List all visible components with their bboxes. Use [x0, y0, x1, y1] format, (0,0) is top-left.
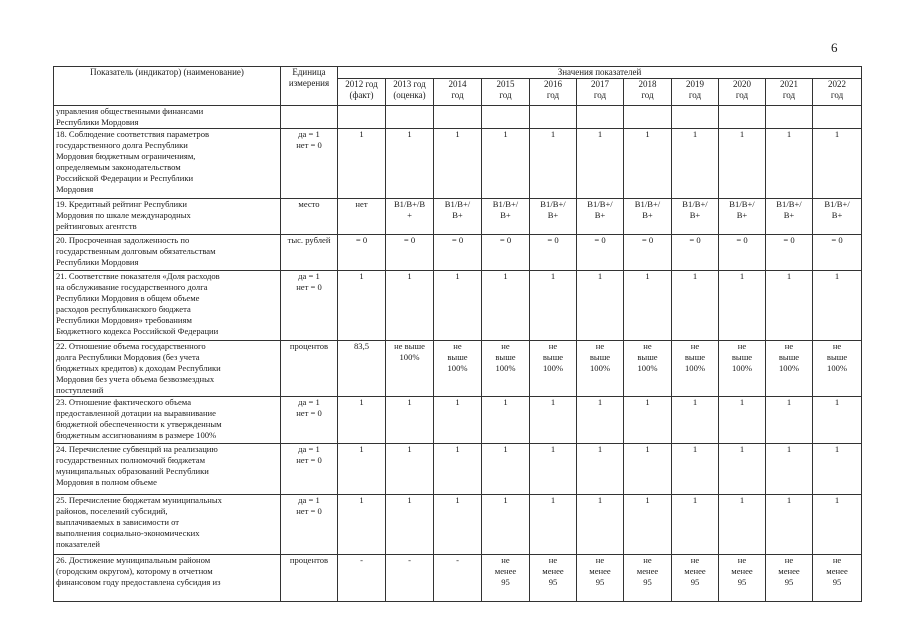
header-year-label: 2015 — [496, 79, 515, 89]
value-cell: = 0 — [577, 235, 624, 271]
header-year — [577, 79, 624, 106]
header-year-label: 2022 — [828, 79, 847, 89]
header-year-note: год — [735, 90, 749, 100]
value-cell: B1/B+/ B+ — [719, 199, 766, 235]
header-year — [338, 79, 386, 106]
value-cell: B1/B+/ B+ — [530, 199, 577, 235]
value-cell: не выше 100% — [386, 341, 434, 397]
table-row — [54, 199, 862, 235]
header-year-label: 2018 — [638, 79, 657, 89]
header-year-note: год — [593, 90, 607, 100]
header-year-note: (факт) — [349, 90, 374, 100]
value-cell: 1 — [386, 271, 434, 341]
value-cell: 1 — [577, 271, 624, 341]
value-cell: 1 — [577, 129, 624, 199]
value-cell: 1 — [672, 444, 719, 495]
unit-cell: процентов — [281, 555, 338, 602]
header-year — [766, 79, 813, 106]
value-cell: 1 — [434, 444, 482, 495]
page-number: 6 — [831, 40, 838, 55]
value-cell: 1 — [482, 129, 530, 199]
value-cell: 1 — [338, 129, 386, 199]
table-row — [54, 397, 862, 444]
value-cell: не выше 100% — [719, 341, 766, 397]
value-cell: - — [434, 555, 482, 602]
value-cell: 1 — [719, 129, 766, 199]
value-cell: 1 — [672, 271, 719, 341]
header-year-label: 2020 — [733, 79, 751, 89]
value-cell — [577, 106, 624, 129]
value-cell: 1 — [624, 397, 672, 444]
value-cell: 1 — [338, 397, 386, 444]
value-cell: B1/B+/ B+ — [813, 199, 862, 235]
value-cell: не менее 95 — [672, 555, 719, 602]
header-year-label: 2014 — [448, 79, 467, 89]
indicators-table — [53, 66, 862, 602]
value-cell: B1/B+/ B+ — [766, 199, 813, 235]
value-cell: 1 — [338, 271, 386, 341]
header-year-note: год — [451, 90, 464, 100]
value-cell — [672, 106, 719, 129]
value-cell: не выше 100% — [624, 341, 672, 397]
value-cell: не менее 95 — [482, 555, 530, 602]
value-cell: 1 — [577, 397, 624, 444]
value-cell: B1/B+/ B+ — [482, 199, 530, 235]
header-year-note: год — [782, 90, 796, 100]
value-cell — [719, 106, 766, 129]
unit-cell: да = 1 нет = 0 — [281, 129, 338, 199]
header-year — [386, 79, 434, 106]
value-cell: не выше 100% — [434, 341, 482, 397]
value-cell: не менее 95 — [624, 555, 672, 602]
header-unit: Единица измерения — [281, 67, 338, 106]
value-cell: не выше 100% — [672, 341, 719, 397]
header-year-note: год — [546, 90, 560, 100]
table-row — [54, 106, 862, 129]
value-cell: = 0 — [672, 235, 719, 271]
value-cell: 1 — [482, 444, 530, 495]
indicator-name: 25. Перечисление бюджетам муниципальных районов, поселений субсидий, выплачиваемых в зависимости от выполнения социально-экономических показателей — [54, 495, 281, 555]
indicator-name: 22. Отношение объема государственного долга Республики Мордовия (без учета бюджетных кредитов) к доходам Республики Мордовия без учета объема безвозмездных поступлений — [54, 341, 281, 397]
value-cell: 1 — [813, 495, 862, 555]
table-row — [54, 271, 862, 341]
table-row — [54, 129, 862, 199]
value-cell: 1 — [624, 129, 672, 199]
header-year-note: год — [688, 90, 702, 100]
value-cell: = 0 — [624, 235, 672, 271]
value-cell: 1 — [434, 397, 482, 444]
value-cell — [482, 106, 530, 129]
value-cell — [766, 106, 813, 129]
value-cell: 1 — [672, 495, 719, 555]
unit-cell: да = 1 нет = 0 — [281, 444, 338, 495]
header-year — [719, 79, 766, 106]
header-year — [672, 79, 719, 106]
header-year-label: 2016 — [544, 79, 562, 89]
header-year — [482, 79, 530, 106]
value-cell: 1 — [813, 397, 862, 444]
value-cell: 1 — [482, 397, 530, 444]
value-cell: 1 — [434, 271, 482, 341]
header-year — [530, 79, 577, 106]
unit-cell: тыс. рублей — [281, 235, 338, 271]
value-cell: не выше 100% — [766, 341, 813, 397]
unit-cell: да = 1 нет = 0 — [281, 495, 338, 555]
value-cell: - — [338, 555, 386, 602]
value-cell: 1 — [672, 129, 719, 199]
value-cell: 1 — [530, 271, 577, 341]
header-year-label: 2021 — [780, 79, 798, 89]
value-cell: 1 — [813, 444, 862, 495]
header-values-group: Значения показателей — [338, 67, 862, 79]
value-cell — [813, 106, 862, 129]
value-cell: = 0 — [530, 235, 577, 271]
value-cell: 1 — [530, 397, 577, 444]
value-cell — [386, 106, 434, 129]
value-cell: 1 — [813, 271, 862, 341]
value-cell: не менее 95 — [577, 555, 624, 602]
value-cell: не менее 95 — [719, 555, 766, 602]
value-cell: 1 — [530, 129, 577, 199]
value-cell: = 0 — [813, 235, 862, 271]
value-cell: = 0 — [386, 235, 434, 271]
indicator-name: 19. Кредитный рейтинг Республики Мордовия по шкале международных рейтинговых агентств — [54, 199, 281, 235]
indicator-name: 20. Просроченная задолженность по государственным долговым обязательствам Республики Мордовия — [54, 235, 281, 271]
value-cell: 1 — [766, 129, 813, 199]
value-cell: 1 — [766, 444, 813, 495]
value-cell: 1 — [482, 495, 530, 555]
value-cell — [624, 106, 672, 129]
table-row — [54, 495, 862, 555]
value-cell: 1 — [672, 397, 719, 444]
header-year — [434, 79, 482, 106]
value-cell: не менее 95 — [766, 555, 813, 602]
value-cell: 1 — [434, 129, 482, 199]
header-year-label: 2012 год — [345, 79, 378, 89]
value-cell: 1 — [482, 271, 530, 341]
value-cell: 1 — [719, 495, 766, 555]
value-cell: B1/B+/B + — [386, 199, 434, 235]
indicator-name: 26. Достижение муниципальным районом (городским округом), которому в отчетном финансовом году предоставлена субсидия из — [54, 555, 281, 602]
unit-cell: да = 1 нет = 0 — [281, 271, 338, 341]
header-year-label: 2017 — [591, 79, 609, 89]
value-cell: 1 — [766, 271, 813, 341]
value-cell: 1 — [719, 397, 766, 444]
value-cell: 1 — [719, 271, 766, 341]
header-year-label: 2019 — [686, 79, 704, 89]
indicator-name: 18. Соблюдение соответствия параметров государственного долга Республики Мордовия бюджетным ограничениям, определяемым законодательством Российской Федерации и Республики Мордовия — [54, 129, 281, 199]
header-year-label: 2013 год — [393, 79, 426, 89]
value-cell: - — [386, 555, 434, 602]
value-cell: 1 — [530, 444, 577, 495]
value-cell: 1 — [386, 129, 434, 199]
value-cell: нет — [338, 199, 386, 235]
value-cell: = 0 — [719, 235, 766, 271]
value-cell: 1 — [386, 444, 434, 495]
value-cell: 1 — [624, 495, 672, 555]
value-cell: 1 — [338, 495, 386, 555]
value-cell: 1 — [813, 129, 862, 199]
value-cell: 1 — [530, 495, 577, 555]
value-cell: 1 — [338, 444, 386, 495]
table-row — [54, 555, 862, 602]
value-cell: 1 — [577, 444, 624, 495]
unit-cell — [281, 106, 338, 129]
unit-cell: да = 1 нет = 0 — [281, 397, 338, 444]
header-year-note: год — [641, 90, 654, 100]
value-cell: 1 — [624, 444, 672, 495]
value-cell: не выше 100% — [577, 341, 624, 397]
indicator-name: 23. Отношение фактического объема предоставленной дотации на выравнивание бюджетной обеспеченности к утвержденным бюджетным ассигнованиям в размере 100% — [54, 397, 281, 444]
value-cell: B1/B+/ B+ — [577, 199, 624, 235]
value-cell: 83,5 — [338, 341, 386, 397]
header-year — [624, 79, 672, 106]
value-cell: 1 — [386, 495, 434, 555]
value-cell: не выше 100% — [813, 341, 862, 397]
value-cell: B1/B+/ B+ — [672, 199, 719, 235]
table-row — [54, 235, 862, 271]
header-year — [813, 79, 862, 106]
value-cell: не менее 95 — [530, 555, 577, 602]
value-cell: = 0 — [766, 235, 813, 271]
header-year-note: год — [830, 90, 844, 100]
unit-cell: место — [281, 199, 338, 235]
value-cell: 1 — [766, 397, 813, 444]
indicator-name: 24. Перечисление субвенций на реализацию государственных полномочий бюджетам муниципальных образований Республики Мордовия в полном объеме — [54, 444, 281, 495]
value-cell — [530, 106, 577, 129]
indicator-name: 21. Соответствие показателя «Доля расходов на обслуживание государственного долга Республики Мордовия в общем объеме расходов республиканского бюджета Республики Мордовия» требованиям Бюджетного кодекса Российской Федерации — [54, 271, 281, 341]
value-cell: B1/B+/ B+ — [434, 199, 482, 235]
value-cell: 1 — [624, 271, 672, 341]
value-cell: = 0 — [482, 235, 530, 271]
value-cell: 1 — [386, 397, 434, 444]
value-cell: не выше 100% — [530, 341, 577, 397]
table-row — [54, 341, 862, 397]
value-cell: 1 — [434, 495, 482, 555]
value-cell: не менее 95 — [813, 555, 862, 602]
unit-cell: процентов — [281, 341, 338, 397]
table-row — [54, 444, 862, 495]
value-cell: 1 — [766, 495, 813, 555]
value-cell: 1 — [577, 495, 624, 555]
header-year-note: (оценка) — [393, 90, 426, 100]
value-cell: B1/B+/ B+ — [624, 199, 672, 235]
value-cell: = 0 — [338, 235, 386, 271]
header-indicator: Показатель (индикатор) (наименование) — [54, 67, 281, 106]
value-cell: = 0 — [434, 235, 482, 271]
value-cell — [338, 106, 386, 129]
header-year-note: год — [499, 90, 512, 100]
indicator-name: управления общественными финансами Республики Мордовия — [54, 106, 281, 129]
value-cell: не выше 100% — [482, 341, 530, 397]
value-cell — [434, 106, 482, 129]
value-cell: 1 — [719, 444, 766, 495]
